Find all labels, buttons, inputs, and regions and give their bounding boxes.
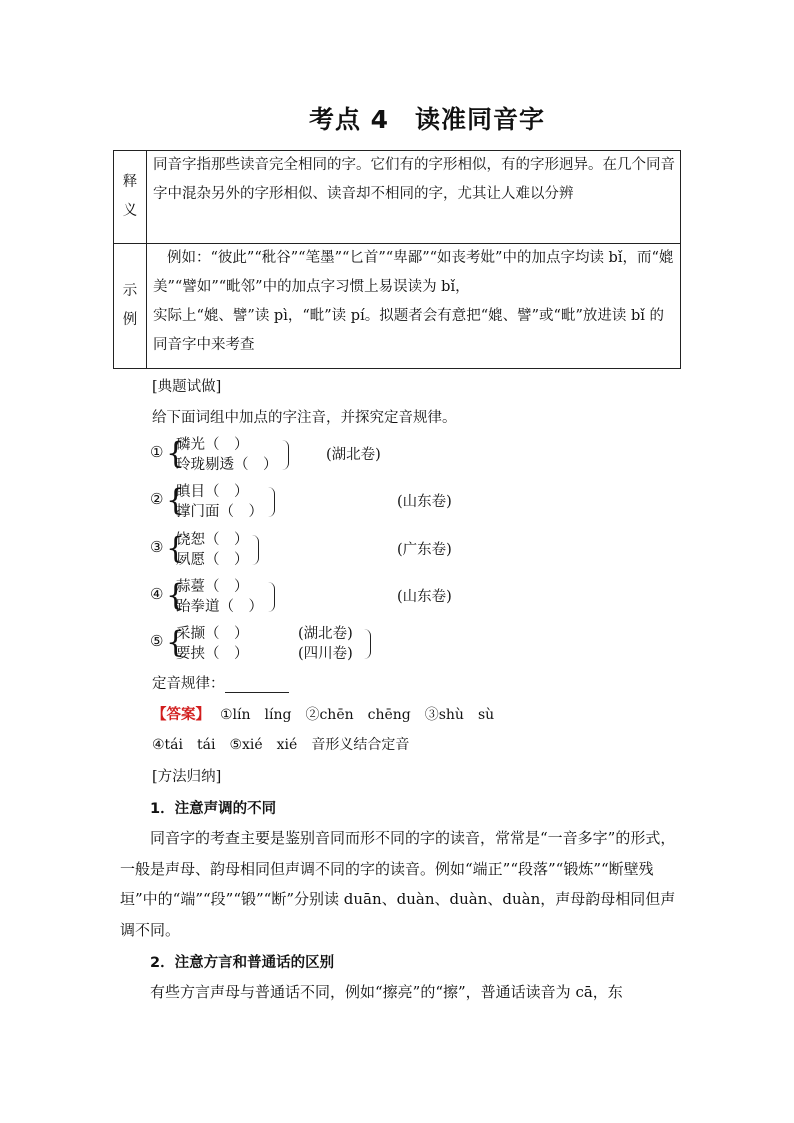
q3-number: ③ <box>150 538 164 556</box>
example-text <box>147 244 681 369</box>
answer-text-2: ④tái tái ⑤xié xié 音形义结合定音 <box>152 737 410 753</box>
q2-item-b: 撑门面（ ） <box>176 504 263 520</box>
rule-label: 定音规律： <box>152 676 225 692</box>
q3-item-a: 饶恕（ ） <box>176 532 249 548</box>
method-heading-1 <box>120 793 680 825</box>
page-title: 考点 4 读准同音字 <box>308 105 546 134</box>
method-heading-1-text: 1．注意声调的不同 <box>150 801 277 817</box>
definition-table <box>113 150 681 369</box>
example-line-2: 实际上“媲、譬”读 pì，“毗”读 pí。拟题者会有意把“媲、譬”或“毗”放进读 bǐ 的同音字中来考查 <box>153 308 664 353</box>
q4-number: ④ <box>150 585 164 603</box>
q4-item-a: 蒜薹（ ） <box>176 579 249 595</box>
method-heading-2 <box>120 947 680 979</box>
q4-right-brace <box>268 582 275 612</box>
q4-left-brace: { <box>166 578 186 613</box>
answer-line-1 <box>152 703 494 724</box>
q3-item-b: 夙愿（ ） <box>176 552 249 568</box>
q1-number: ① <box>150 443 164 461</box>
q5-source-b: (四川卷) <box>298 646 353 662</box>
q1-right-brace <box>282 440 289 470</box>
q5-source-a: (湖北卷) <box>298 626 353 642</box>
label-example: 示 例 <box>114 244 147 369</box>
section-method-heading: [方法归纳] <box>152 769 222 785</box>
q2-left-brace: { <box>166 483 186 518</box>
rule-line <box>152 672 289 693</box>
q3-left-brace: { <box>166 531 186 566</box>
method-paragraph-2: 有些方言声母与普通话不同，例如“擦亮”的“擦”，普通话读音为 cā，东 <box>150 983 623 1001</box>
q5-number: ⑤ <box>150 632 164 650</box>
q2-right-brace <box>268 487 275 517</box>
label-definition: 释 义 <box>114 151 147 244</box>
answer-line-2 <box>152 734 409 754</box>
definition-text: 同音字指那些读音完全相同的字。它们有的字形相似，有的字形迥异。在几个同音字中混杂另外的字形相似、读音却不相同的字，尤其让人难以分辨 <box>147 151 681 244</box>
answer-text-1: ①lín líng ②chēn chēng ③shù sù <box>220 707 495 723</box>
q3-source: (广东卷) <box>397 542 452 558</box>
q2-number: ② <box>150 490 164 508</box>
answer-label: 【答案】 <box>152 707 210 723</box>
q5-item-a: 采撷（ ） <box>176 626 249 642</box>
q2-source: (山东卷) <box>397 494 452 510</box>
q3-right-brace <box>252 535 259 565</box>
q4-item-b: 跆拳道（ ） <box>176 599 263 615</box>
method-heading-2-text: 2．注意方言和普通话的区别 <box>150 955 335 971</box>
q5-left-brace: { <box>166 625 186 660</box>
instruction-text: 给下面词组中加点的字注音，并探究定音规律。 <box>152 410 457 426</box>
example-line-1: 例如：“彼此”“秕谷”“笔墨”“匕首”“卑鄙”“如丧考妣”中的加点字均读 bǐ，而“媲美”“譬如”“毗邻”中的加点字习惯上易误读为 bǐ， <box>153 250 674 295</box>
q5-item-b: 要挟（ ） <box>176 646 249 662</box>
q5-right-brace <box>364 629 371 659</box>
q2-item-a: 瞋目（ ） <box>176 484 249 500</box>
q4-source: (山东卷) <box>397 589 452 605</box>
q1-left-brace: { <box>166 436 186 471</box>
q1-item-b: 玲珑剔透（ ） <box>176 457 278 473</box>
q1-item-a: 磷光（ ） <box>176 437 249 453</box>
rule-blank[interactable] <box>225 678 289 693</box>
q1-source: (湖北卷) <box>326 447 381 463</box>
section-example-heading: [典题试做] <box>152 379 222 395</box>
method-paragraph-1: 同音字的考查主要是鉴别音同而形不同的字的读音，常常是“一音多字”的形式，一般是声母、韵母相同但声调不同的字的读音。例如“端正”“段落”“锻炼”“断壁残垣”中的“端”“段”“锻”“断”分别读 duān、duàn、duàn、duàn，声母韵母相同但声调不同。 <box>120 829 676 939</box>
